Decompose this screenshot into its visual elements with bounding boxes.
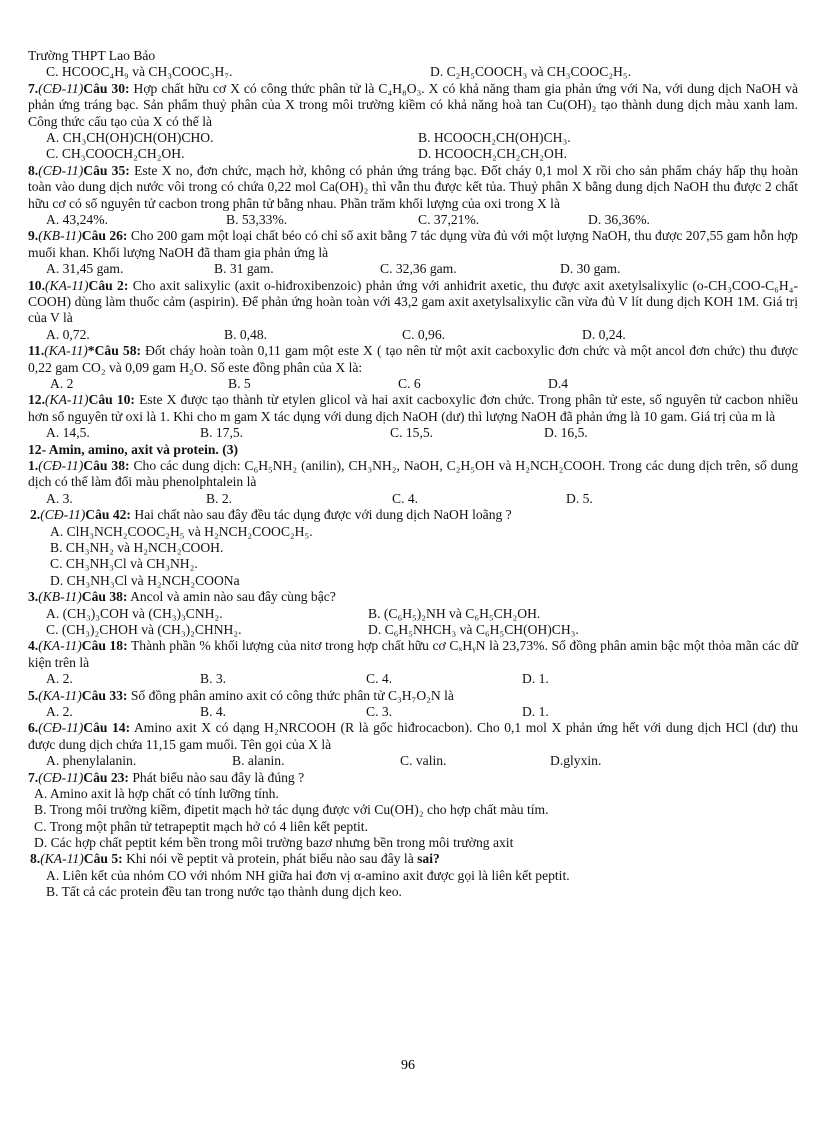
option-d: D. 0,24. <box>582 326 626 342</box>
option-c: C. 37,21%. <box>418 212 480 227</box>
option-b: B. 2. <box>206 490 233 506</box>
question-number: 8. <box>30 851 41 867</box>
option-c: C. (CH₃)₂CHOH và (CH₃)₂CHNH₂. <box>46 621 242 637</box>
question-s4 <box>28 638 798 671</box>
options-row <box>28 146 798 162</box>
question-number: 11. <box>28 343 45 359</box>
option-a: A. 43,24%. <box>46 212 108 227</box>
question-source: (CĐ-11) <box>38 720 84 736</box>
question-text: Đốt cháy hoàn toàn 0,11 gam một este X ( tạo nên từ một axit cacboxylic đơn chức và một ancol đơn chức) thu được 0,22 gam CO₂ và 0,09 gam H₂O. Số este đồng phân của X là: <box>28 343 798 375</box>
option-c: C. 6 <box>398 376 421 392</box>
question-number: 3. <box>28 589 39 605</box>
question-label: Câu 2: <box>88 277 129 293</box>
option-b: B. 17,5. <box>200 425 244 441</box>
page-number: 96 <box>401 1058 415 1073</box>
option-b: B. 31 gam. <box>214 261 274 277</box>
options-row <box>28 704 798 720</box>
option-b: B. Trong môi trường kiềm, đipetit mạch hở tác dụng được với Cu(OH)₂ cho hợp chất màu tím. <box>34 802 549 818</box>
option-a: A. Amino axit là hợp chất có tính lưỡng tính. <box>34 785 279 801</box>
option-c: C. Trong một phân tử tetrapeptit mạch hở có 4 liên kết peptit. <box>34 818 368 834</box>
question-11 <box>28 343 798 376</box>
question-source: (KA-11) <box>44 343 88 359</box>
question-label: Câu 35: <box>83 162 130 178</box>
option-a: A. 31,45 gam. <box>46 261 124 277</box>
option-b: B. 53,33%. <box>226 212 288 227</box>
question-text: Phát biểu nào sau đây là đúng ? <box>132 769 305 785</box>
document-page <box>28 48 798 901</box>
question-text: Cho các dung dịch: C₆H₅NH₂ (anilin), CH₃NH₂, NaOH, C₂H₅OH và H₂NCH₂COOH. Trong các dung dịch trên, số dung dịch có thể làm đổi màu phenolphtalein là <box>28 458 798 490</box>
option-b: B. HCOOCH₂CH(OH)CH₃. <box>418 130 571 145</box>
option-a: A. phenylalanin. <box>46 753 137 769</box>
question-source: (CĐ-11) <box>40 507 86 523</box>
option-c: C. 0,96. <box>402 326 446 342</box>
options-row <box>28 130 798 146</box>
question-s2 <box>28 507 798 523</box>
question-label: Câu 23: <box>83 769 129 785</box>
option-c: C. 32,36 gam. <box>380 261 457 277</box>
option-d: D. HCOOCH₂CH₂CH₂OH. <box>418 146 568 162</box>
option-b: B. 3. <box>200 671 227 687</box>
question-text: Este X được tạo thành từ etylen glicol và hai axit cacboxylic đơn chức. Trong phân tử este, số nguyên tử cacbon nhiều hơn số nguyên tử oxi là 1. Khi cho m gam X tác dụng với dung dịch NaOH (dư) thì lượng NaOH đã phản ứng là 10 gam. Giá trị của m là <box>28 392 798 424</box>
option-d: D. Các hợp chất peptit kém bền trong môi trường bazơ nhưng bền trong môi trường axit <box>34 835 514 851</box>
options-row <box>28 425 798 441</box>
question-source: (KB-11) <box>38 589 82 605</box>
option-a: A. 0,72. <box>46 326 90 342</box>
question-9 <box>28 228 798 261</box>
question-text: Hai chất nào sau đây đều tác dụng được với dung dịch NaOH loãng ? <box>134 507 512 523</box>
option-d: D. 36,36%. <box>588 212 650 227</box>
option-c: C. 15,5. <box>390 425 434 441</box>
option-d: D. CH₃NH₃Cl và H₂NCH₂COONa <box>50 572 240 588</box>
question-number: 4. <box>28 638 39 654</box>
prev-options <box>28 64 798 80</box>
option-a: A. Liên kết của nhóm CO với nhóm NH giữa hai đơn vị α-amino axit được gọi là liên kết peptit. <box>46 867 570 883</box>
question-text-emphasis: sai? <box>417 851 440 867</box>
question-number: 10. <box>28 277 45 293</box>
option-a: A. (CH₃)₃COH và (CH₃)₃CNH₂. <box>46 605 223 621</box>
question-text: Ancol và amin nào sau đây cùng bậc? <box>130 589 336 605</box>
option-d: D. 1. <box>522 703 549 719</box>
option-d: D. C₆H₅NHCH₃ và C₆H₅CH(OH)CH₃. <box>368 621 579 637</box>
option-c: C. 4. <box>366 671 393 687</box>
options-row <box>28 622 798 638</box>
options-row <box>28 606 798 622</box>
question-number: 1. <box>28 458 39 473</box>
question-12 <box>28 392 798 425</box>
question-text: Amino axit X có dạng H₂NRCOOH (R là gốc hiđrocacbon). Cho 0,1 mol X phản ứng hết với dung dịch HCl (dư) thu được dung dịch chứa 11,15 gam muối. Tên gọi của X là <box>28 720 799 752</box>
question-number: 6. <box>28 720 39 736</box>
question-label: Câu 42: <box>85 507 131 523</box>
question-number: 5. <box>28 687 39 703</box>
option-a: A. ClH₃NCH₂COOC₂H₅ và H₂NCH₂COOC₂H₅. <box>50 523 313 539</box>
option-b: B. CH₃NH₂ và H₂NCH₂COOH. <box>50 539 224 555</box>
question-text: Thành phần % khối lượng của nitơ trong hợp chất hữu cơ CₓHᵧN là 23,73%. Số đồng phân amin bậc một thỏa mãn các dữ kiện trên là <box>28 638 798 670</box>
question-label: Câu 30: <box>83 80 130 96</box>
question-s5 <box>28 688 798 704</box>
option-b: B. (C₆H₅)₂NH và C₆H₅CH₂OH. <box>368 605 541 621</box>
question-number: 9. <box>28 228 39 244</box>
option-c: C. CH₃COOCH₂CH₂OH. <box>46 146 185 162</box>
option-a: A. CH₃CH(OH)CH(OH)CHO. <box>46 130 214 145</box>
section-heading: 12- Amin, amino, axit và protein. (3) <box>28 441 239 457</box>
option-d: D. 30 gam. <box>560 261 621 277</box>
question-label: Câu 26: <box>81 228 128 244</box>
question-source: (CĐ-11) <box>38 162 84 178</box>
question-label: Câu 10: <box>88 392 135 408</box>
question-number: 7. <box>28 769 39 785</box>
question-label: Câu 38: <box>81 589 128 605</box>
option-d: D. 5. <box>566 490 593 506</box>
question-s6 <box>28 720 798 753</box>
question-label: *Câu 58: <box>87 343 142 359</box>
question-source: (KA-11) <box>38 638 82 654</box>
option-c: C. valin. <box>400 753 447 769</box>
question-text: Cho axit salixylic (axit o-hiđroxibenzoic) phản ứng với anhiđrit axetic, thu được axit axetylsalixylic (o-CH₃COO-C₆H₄-COOH) dùng làm thuốc cảm (aspirin). Để phản ứng hoàn toàn với 43,2 gam axit axetylsalixylic cần vừa đủ V lít dung dịch KOH 1M. Giá trị của V là <box>28 277 798 326</box>
question-source: (CĐ-11) <box>38 769 84 785</box>
question-s1 <box>28 458 798 491</box>
options-row <box>28 327 798 343</box>
question-source: (KA-11) <box>45 277 89 293</box>
question-text: Khi nói về peptit và protein, phát biểu nào sau đây là <box>126 851 418 867</box>
question-label: Câu 5: <box>83 851 123 867</box>
question-number: 2. <box>30 507 41 523</box>
options-row <box>28 261 798 277</box>
school-header: Trường THPT Lao Bảo <box>28 48 156 63</box>
option-b: B. 4. <box>200 703 227 719</box>
option-d: D.4 <box>548 376 569 392</box>
option-d: D. 1. <box>522 671 549 687</box>
option-c: C. 4. <box>392 490 419 506</box>
question-source: (CĐ-11) <box>38 80 84 96</box>
option-c: C. 3. <box>366 703 393 719</box>
question-number: 8. <box>28 162 39 178</box>
options-row <box>28 212 798 228</box>
question-label: Câu 14: <box>83 720 131 736</box>
option-b: B. Tất cả các protein đều tan trong nước tạo thành dung dịch keo. <box>46 884 402 900</box>
question-8 <box>28 163 798 212</box>
option-a: A. 2 <box>50 376 74 392</box>
options-row <box>28 753 798 769</box>
option-d: D. 16,5. <box>544 425 588 441</box>
option-b: B. 5 <box>228 376 251 392</box>
question-source: (KB-11) <box>38 228 82 244</box>
option-a: A. 3. <box>46 490 73 506</box>
question-source: (KA-11) <box>38 687 82 703</box>
question-text: Số đồng phân amino axit có công thức phân tử C₃H₇O₂N là <box>130 687 454 703</box>
question-text: Hợp chất hữu cơ X có công thức phân tử là C₄H₈O₃. X có khả năng tham gia phản ứng với Na, với dung dịch NaOH và phản ứng tráng bạc. Sản phẩm thuỷ phân của X trong môi trường kiềm có khả năng hoà tan Cu(OH)₂ tạo thành dung dịch màu xanh lam. Công thức cấu tạo của X có thể là <box>28 80 798 129</box>
question-number: 12. <box>28 392 45 408</box>
question-source: (CĐ-11) <box>38 458 84 473</box>
question-s7 <box>28 770 798 786</box>
options-row <box>28 671 798 687</box>
question-text: Este X no, đơn chức, mạch hở, không có phản ứng tráng bạc. Đốt cháy 0,1 mol X rồi cho sản phẩm cháy hấp thụ hoàn toàn vào dung dịch nước vôi trong có chứa 0,22 mol Ca(OH)₂ thì vẫn thu được kết tủa. Thuỷ phân X bằng dung dịch NaOH thu được 2 chất hữu cơ có số nguyên tử cacbon trong phân tử bằng nhau. Phần trăm khối lượng của oxi trong X là <box>28 162 798 211</box>
question-label: Câu 18: <box>81 638 128 654</box>
option-d: D.glyxin. <box>550 753 602 769</box>
question-s3 <box>28 589 798 605</box>
question-7 <box>28 81 798 130</box>
question-label: Câu 33: <box>81 687 128 703</box>
option-a: A. 2. <box>46 703 73 719</box>
options-row <box>28 376 798 392</box>
question-10 <box>28 278 798 327</box>
option-b: B. alanin. <box>232 753 285 769</box>
question-source: (KA-11) <box>45 392 89 408</box>
option-c: C. CH₃NH₃Cl và CH₃NH₂. <box>50 556 198 572</box>
option-c: C. HCOOC₄H₉ và CH₃COOC₃H₇. <box>46 64 233 80</box>
question-s8 <box>28 851 798 867</box>
question-number: 7. <box>28 80 39 96</box>
option-a: A. 14,5. <box>46 425 90 441</box>
option-b: B. 0,48. <box>224 326 268 342</box>
question-label: Câu 38: <box>83 458 130 473</box>
option-d: D. C₂H₅COOCH₃ và CH₃COOC₂H₅. <box>430 64 632 80</box>
options-row <box>28 491 798 507</box>
option-a: A. 2. <box>46 671 73 687</box>
question-text: Cho 200 gam một loại chất béo có chỉ số axit bằng 7 tác dụng vừa đủ với một lượng NaOH, thu được 207,55 gam hỗn hợp muối khan. Khối lượng NaOH đã tham gia phản ứng là <box>28 228 798 260</box>
question-source: (KA-11) <box>40 851 84 867</box>
